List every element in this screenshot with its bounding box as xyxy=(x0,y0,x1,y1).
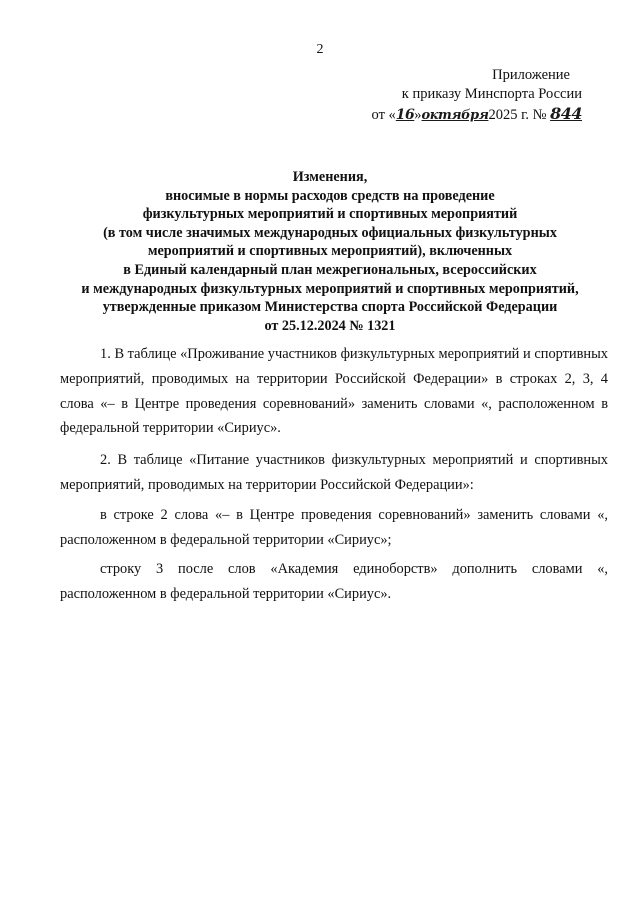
handwritten-day: 16 xyxy=(395,107,415,123)
appendix-header xyxy=(342,66,582,125)
title-line: мероприятий и спортивных мероприятий), включенных xyxy=(147,243,513,260)
paragraph-2-item-row-3: строку 3 после слов «Академия единоборств» дополнить словами «, расположенном в федеральной территории «Сириус». xyxy=(60,561,608,603)
title-line: физкультурных мероприятий и спортивных мероприятий xyxy=(142,206,518,223)
handwritten-order-number: 844 xyxy=(550,104,582,123)
title-line: и международных физкультурных мероприятий и спортивных мероприятий, xyxy=(81,280,579,297)
page-number: 2 xyxy=(316,42,324,57)
date-year: 2025 г. № xyxy=(488,107,547,123)
title-line: (в том числе значимых международных официальных физкультурных xyxy=(103,224,557,241)
paragraph-1: 1. В таблице «Проживание участников физкультурных мероприятий и спортивных мероприятий, проводимых на территории Российской Федерации» в строках 2, 3, 4 слова «– в Центре проведения соревнований» заменить словами «, расположенном в федеральной территории «Сириус». xyxy=(60,346,608,437)
title-line: в Единый календарный план межрегиональных, всероссийских xyxy=(123,261,537,278)
title-line: Изменения, xyxy=(292,169,368,185)
date-prefix: от « xyxy=(371,107,396,123)
paragraph-2-item-row-2: в строке 2 слова «– в Центре проведения соревнований» заменить словами «, расположенном в федеральной территории «Сириус»; xyxy=(60,506,608,548)
date-separator: » xyxy=(414,107,422,123)
title-line: утвержденные приказом Министерства спорта Российской Федерации xyxy=(102,299,558,316)
handwritten-month: октября xyxy=(421,108,489,123)
appendix-title: Приложение xyxy=(492,67,570,83)
document-title xyxy=(50,168,610,335)
appendix-order-reference: к приказу Минспорта России xyxy=(401,86,582,102)
title-line: вносимые в нормы расходов средств на проведение xyxy=(165,187,495,204)
paragraph-2: 2. В таблице «Питание участников физкультурных мероприятий и спортивных мероприятий, проводимых на территории Российской Федерации»: xyxy=(60,452,608,493)
appendix-date-line xyxy=(342,104,582,125)
title-line: от 25.12.2024 № 1321 xyxy=(264,317,396,334)
document-body xyxy=(60,342,608,614)
